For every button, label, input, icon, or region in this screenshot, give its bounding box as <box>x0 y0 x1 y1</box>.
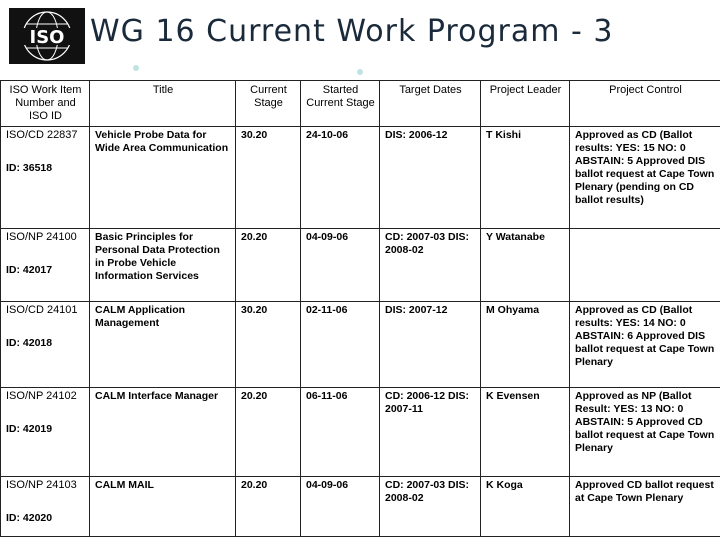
started-cell: 02-11-06 <box>301 302 380 388</box>
stage-cell: 20.20 <box>236 477 301 537</box>
started-cell: 04-09-06 <box>301 477 380 537</box>
leader-cell: K Koga <box>481 477 570 537</box>
work-program-table <box>0 80 720 537</box>
work-item-cell <box>1 477 90 537</box>
table-header-row <box>1 81 720 127</box>
iso-id: ID: 36518 <box>6 162 53 174</box>
work-item-cell <box>1 388 90 477</box>
leader-cell: K Evensen <box>481 388 570 477</box>
target-cell: CD: 2007-03 DIS: 2008-02 <box>380 477 481 537</box>
started-cell: 24-10-06 <box>301 127 380 229</box>
leader-cell: Y Watanabe <box>481 229 570 302</box>
table-row <box>1 229 720 302</box>
leader-cell: M Ohyama <box>481 302 570 388</box>
work-item-number: ISO/NP 24102 <box>6 390 77 402</box>
control-cell: Approved as NP (Ballot Result: YES: 13 NO: 0 ABSTAIN: 5 Approved CD ballot request at Cape Town Plenary <box>570 388 720 477</box>
table-row <box>1 477 720 537</box>
iso-id: ID: 42017 <box>6 264 53 276</box>
title-cell: CALM Application Management <box>90 302 236 388</box>
work-item-cell <box>1 229 90 302</box>
page-title: WG 16 Current Work Program - 3 <box>90 14 614 49</box>
control-cell <box>570 229 720 302</box>
title-cell: Vehicle Probe Data for Wide Area Communication <box>90 127 236 229</box>
work-item-number: ISO/NP 24103 <box>6 479 77 491</box>
control-cell: Approved as CD (Ballot results: YES: 14 NO: 0 ABSTAIN: 6 Approved DIS ballot request at Cape Town Plenary <box>570 302 720 388</box>
header-started: Started Current Stage <box>301 81 380 127</box>
header-title: Title <box>90 81 236 127</box>
svg-text:ISO: ISO <box>29 27 65 48</box>
title-cell: CALM Interface Manager <box>90 388 236 477</box>
work-item-number: ISO/NP 24100 <box>6 231 77 243</box>
header-current-stage: Current Stage <box>236 81 301 127</box>
header-work-item: ISO Work Item Number and ISO ID <box>1 81 90 127</box>
control-cell: Approved CD ballot request at Cape Town Plenary <box>570 477 720 537</box>
target-cell: CD: 2007-03 DIS: 2008-02 <box>380 229 481 302</box>
started-cell: 06-11-06 <box>301 388 380 477</box>
stage-cell: 30.20 <box>236 127 301 229</box>
table-row <box>1 302 720 388</box>
leader-cell: T Kishi <box>481 127 570 229</box>
title-cell: Basic Principles for Personal Data Protection in Probe Vehicle Information Services <box>90 229 236 302</box>
iso-logo <box>9 8 85 64</box>
header-target-dates: Target Dates <box>380 81 481 127</box>
header-project-control: Project Control <box>570 81 720 127</box>
title-cell: CALM MAIL <box>90 477 236 537</box>
control-cell: Approved as CD (Ballot results: YES: 15 NO: 0 ABSTAIN: 5 Approved DIS ballot request at Cape Town Plenary (pending on CD ballot results) <box>570 127 720 229</box>
target-cell: DIS: 2006-12 <box>380 127 481 229</box>
stage-cell: 20.20 <box>236 229 301 302</box>
decorative-dots <box>0 62 720 82</box>
table-row <box>1 127 720 229</box>
target-cell: DIS: 2007-12 <box>380 302 481 388</box>
iso-id: ID: 42020 <box>6 512 53 524</box>
iso-id: ID: 42019 <box>6 423 53 435</box>
started-cell: 04-09-06 <box>301 229 380 302</box>
target-cell: CD: 2006-12 DIS: 2007-11 <box>380 388 481 477</box>
header-project-leader: Project Leader <box>481 81 570 127</box>
work-item-cell <box>1 127 90 229</box>
stage-cell: 20.20 <box>236 388 301 477</box>
stage-cell: 30.20 <box>236 302 301 388</box>
work-item-number: ISO/CD 22837 <box>6 129 78 141</box>
table-row <box>1 388 720 477</box>
iso-id: ID: 42018 <box>6 337 53 349</box>
work-item-number: ISO/CD 24101 <box>6 304 78 316</box>
work-item-cell <box>1 302 90 388</box>
